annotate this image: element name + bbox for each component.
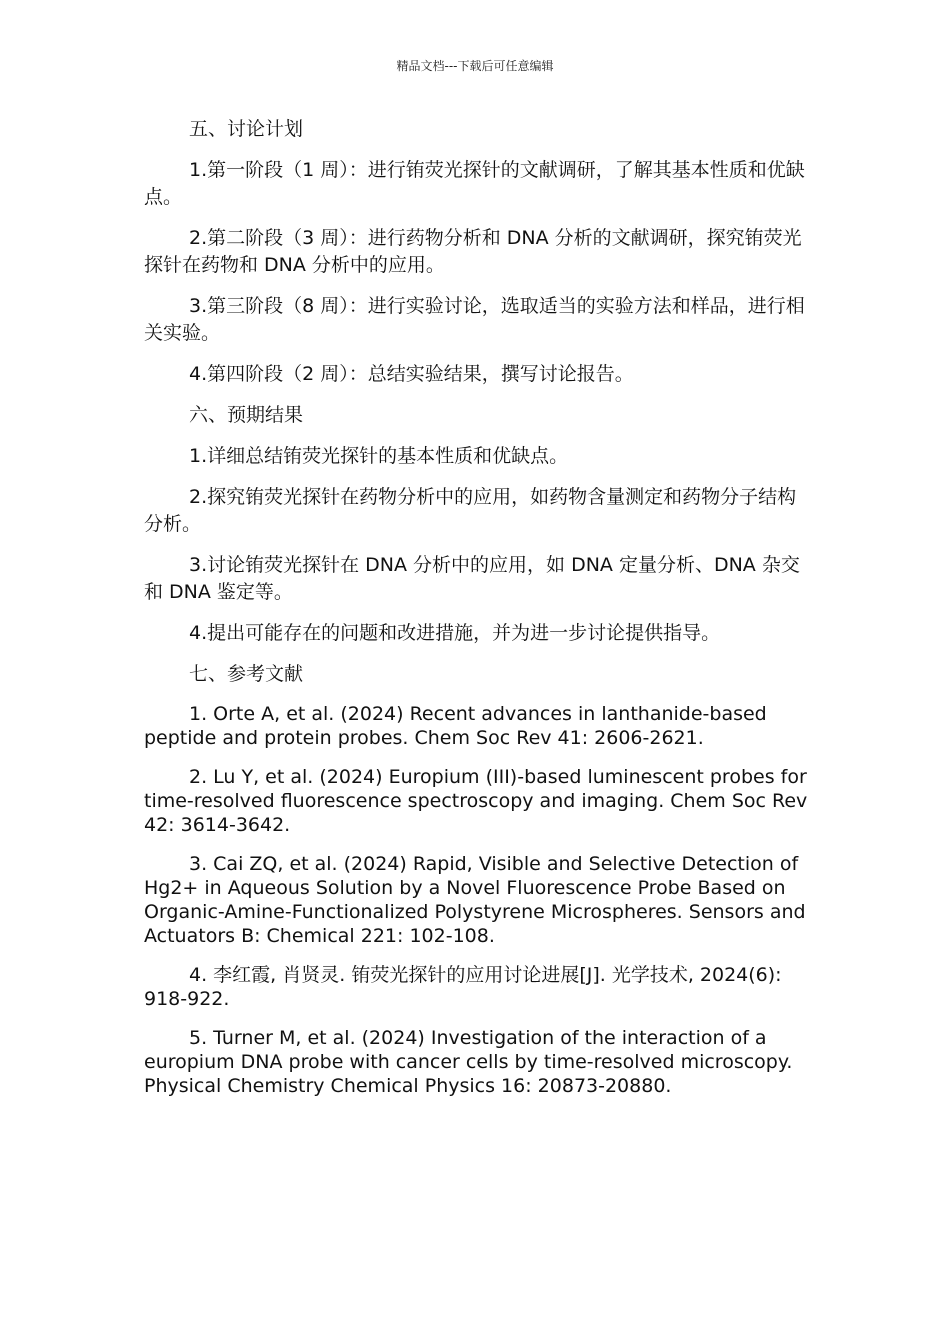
section-heading-plan: 五、讨论计划 (189, 118, 304, 140)
section-heading-results: 六、预期结果 (189, 404, 304, 426)
reference-item: 5. Turner M, et al. (2024) Investigation of the interaction of a europium DNA probe with cancer cells by time-resolved microscopy. Physical Chemistry Chemical Physics 16: 20873-20880. (144, 1027, 793, 1097)
result-item: 1.详细总结铕荧光探针的基本性质和优缺点。 (189, 445, 569, 467)
result-item: 4.提出可能存在的问题和改进措施，并为进一步讨论提供指导。 (189, 622, 721, 644)
result-item: 3.讨论铕荧光探针在 DNA 分析中的应用，如 DNA 定量分析、DNA 杂交和 DNA 鉴定等。 (144, 554, 800, 603)
plan-item: 2.第二阶段（3 周）：进行药物分析和 DNA 分析的文献调研，探究铕荧光探针在药物和 DNA 分析中的应用。 (144, 227, 802, 276)
section-heading-references: 七、参考文献 (189, 663, 304, 685)
page-header: 精品文档---下载后可任意编辑 (396, 59, 554, 73)
result-item: 2.探究铕荧光探针在药物分析中的应用，如药物含量测定和药物分子结构分析。 (144, 486, 797, 535)
reference-item: 3. Cai ZQ, et al. (2024) Rapid, Visible and Selective Detection of Hg2+ in Aqueous Solution by a Novel Fluorescence Probe Based on Organic-Amine-Functionalized Polystyrene Microspheres. Sensors and Actuators B: Chemical 221: 102-108. (144, 853, 806, 947)
plan-item: 1.第一阶段（1 周）：进行铕荧光探针的文献调研，了解其基本性质和优缺点。 (144, 159, 805, 208)
reference-item: 1. Orte A, et al. (2024) Recent advances in lanthanide-based peptide and protein probes. Chem Soc Rev 41: 2606-2621. (144, 703, 767, 749)
reference-item: 2. Lu Y, et al. (2024) Europium (III)-based luminescent probes for time-resolved fluorescence spectroscopy and imaging. Chem Soc Rev 42: 3614-3642. (144, 766, 808, 836)
plan-item: 3.第三阶段（8 周）：进行实验讨论，选取适当的实验方法和样品，进行相关实验。 (144, 295, 805, 344)
document-body (144, 116, 812, 1113)
plan-item: 4.第四阶段（2 周）：总结实验结果，撰写讨论报告。 (189, 363, 634, 385)
reference-item: 4. 李红霞, 肖贤灵. 铕荧光探针的应用讨论进展[J]. 光学技术, 2024(6): 918-922. (144, 964, 782, 1010)
